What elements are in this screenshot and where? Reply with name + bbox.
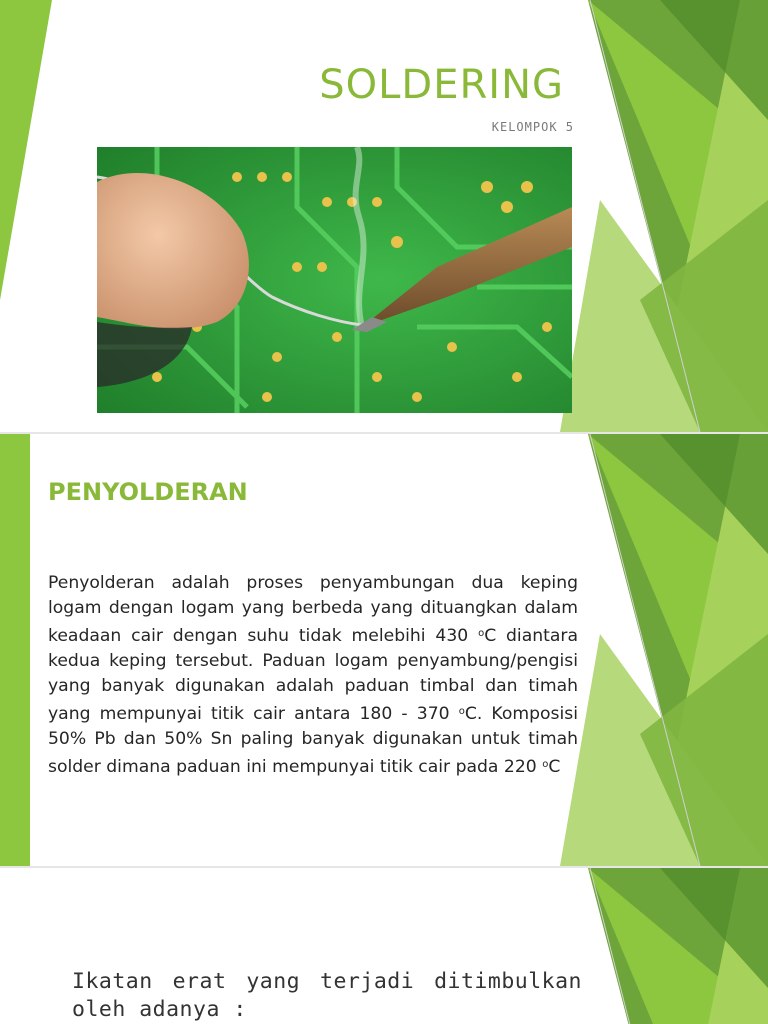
slide-3	[0, 868, 768, 1024]
degree-symbol: o	[458, 706, 465, 717]
body-paragraph: Penyolderan adalah proses penyambungan dua keping logam dengan logam yang berbeda yang dituangkan dalam keadaan cair dengan suhu tidak melebihi 430 $^o$C diantara kedua keping tersebut. Paduan logam penyambung/pengisi yang banyak digunakan adalah paduan timbal dan timah yang mempunyai titik cair antara 180 - 370 $^o$C. Komposisi 50% Pb dan 50% Sn paling banyak digunakan untuk timah solder dimana paduan ini mempunyai titik cair pada 220 $^o$C	[48, 573, 579, 777]
slide-text: Ikatan erat yang terjadi ditimbulkan oleh adanya :	[72, 969, 582, 1022]
slide-title: SOLDERING	[319, 62, 564, 108]
slide-2	[0, 434, 768, 866]
section-heading: PENYOLDERAN	[48, 478, 248, 506]
slide-1	[0, 0, 768, 432]
degree-symbol: o	[542, 759, 549, 770]
soldering-photo	[97, 147, 572, 413]
slide-subtitle: KELOMPOK 5	[491, 120, 574, 134]
degree-symbol: o	[478, 628, 485, 639]
